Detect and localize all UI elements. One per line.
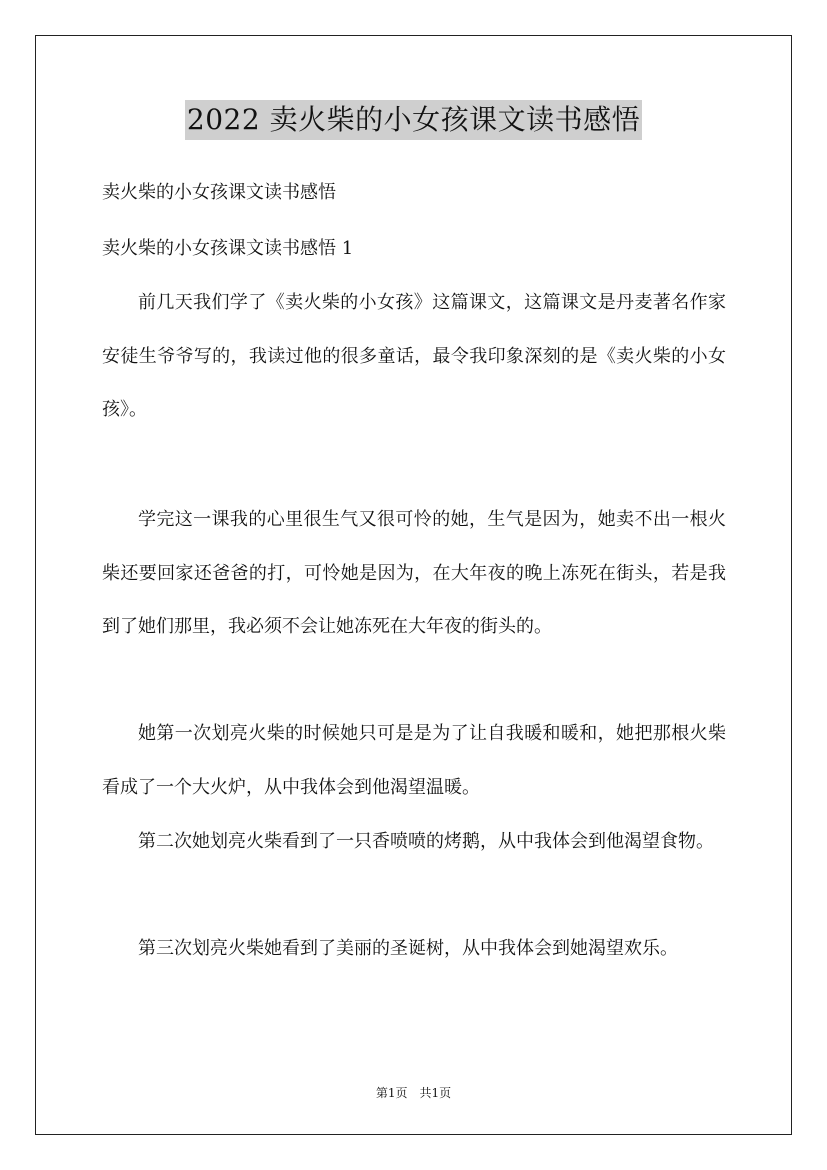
document-title: 2022 卖火柴的小女孩课文读书感悟 [185,100,642,140]
paragraph-1: 前几天我们学了《卖火柴的小女孩》这篇课文，这篇课文是丹麦著名作家安徒生爷爷写的，我读过他的很多童话，最令我印象深刻的是《卖火柴的小女孩》。 [102,292,726,420]
section-heading: 卖火柴的小女孩课文读书感悟 1 [102,238,354,259]
paragraph-2: 学完这一课我的心里很生气又很可怜的她，生气是因为，她卖不出一根火柴还要回家还爸爸的打，可怜她是因为，在大年夜的晚上冻死在街头，若是我到了她们那里，我必须不会让她冻死在大年夜的街头的。 [102,509,726,637]
subtitle-heading: 卖火柴的小女孩课文读书感悟 [102,182,336,203]
paragraph-3: 她第一次划亮火柴的时候她只可是是为了让自我暖和暖和，她把那根火柴看成了一个大火炉，从中我体会到他渴望温暖。 [102,723,726,798]
paragraph-5: 第三次划亮火柴她看到了美丽的圣诞树，从中我体会到她渴望欢乐。 [138,938,678,959]
paragraph-4: 第二次她划亮火柴看到了一只香喷喷的烤鹅，从中我体会到他渴望食物。 [138,831,714,852]
page-footer: 第1页 共1页 [375,1086,452,1100]
title-container [0,100,827,140]
